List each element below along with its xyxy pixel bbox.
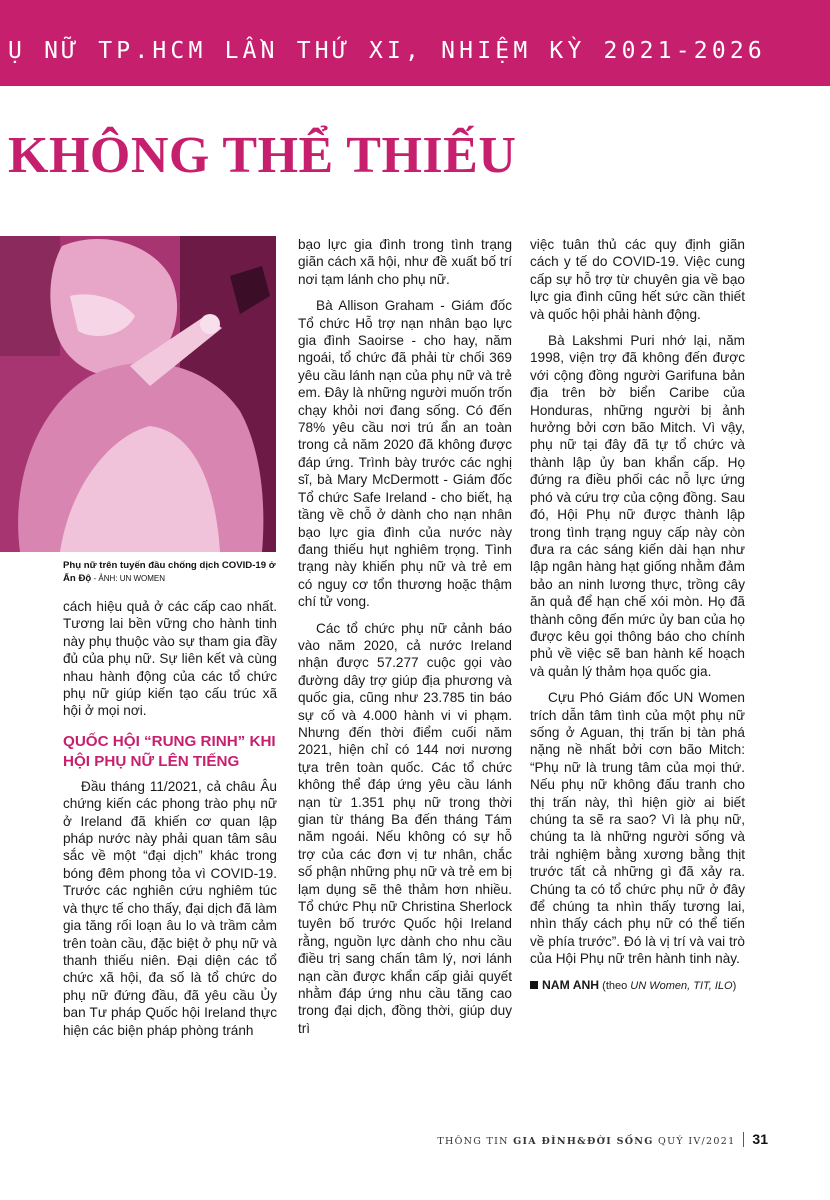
author-name: NAM ANH bbox=[542, 977, 600, 992]
footer-issue: QUÝ IV/2021 bbox=[653, 1136, 736, 1147]
byline bbox=[530, 977, 745, 995]
article-headline: KHÔNG THỂ THIẾU bbox=[8, 127, 517, 184]
banner-title: Ụ NỮ TP.HCM LẦN THỨ XI, NHIỆM KỲ 2021-2026 bbox=[8, 38, 766, 64]
caption-text: Phụ nữ trên tuyến đầu chống dịch COVID-19 ở Ấn Độ bbox=[63, 560, 276, 584]
source-names: UN Women, TIT, ILO bbox=[630, 979, 733, 992]
page-footer bbox=[437, 1131, 768, 1147]
footer-prefix: THÔNG TIN bbox=[437, 1136, 514, 1147]
source-open: (theo bbox=[599, 979, 631, 992]
col3-paragraph-0: việc tuân thủ các quy định giãn cách y tế do COVID-19. Việc cung cấp sự hỗ trợ từ chuyên gia về bạo lực gia đình cũng hết sức cần thiết và quốc hội phải hành động. bbox=[530, 237, 745, 322]
footer-divider bbox=[743, 1132, 744, 1147]
photo-illustration bbox=[0, 236, 276, 552]
col1-paragraph-0: cách hiệu quả ở các cấp cao nhất. Tương lai bền vững cho hành tinh này phụ thuộc vào sự tham gia đầy đủ của phụ nữ. Sự liên kết và cùng nhau hành động của các tổ chức phụ nữ giúp kiến tạo cấu trúc xã hội ở mọi nơi. bbox=[63, 599, 277, 719]
col1-paragraph-1: Đầu tháng 11/2021, cả châu Âu chứng kiến các phong trào phụ nữ ở Ireland đã khiến cơ quan lập pháp nước này phải quan tâm sâu sắc về một “đại dịch” khác trong bóng đêm phong tỏa vì COVID-19. Trước các nghiên cứu nghiêm túc và thực tế cho thấy, đại dịch đã làm gia tăng rối loạn âu lo và trầm cảm trên toàn cầu, đặc biệt ở phụ nữ và thanh thiếu niên. Đại diện các tổ chức xã hội, đa số là tổ chức do phụ nữ đứng đầu, đã yêu cầu Ủy ban Tư pháp Quốc hội Ireland thực hiện các biện pháp phòng tránh bbox=[63, 778, 277, 1038]
top-banner bbox=[0, 0, 830, 86]
column-1 bbox=[63, 598, 277, 1048]
col2-paragraph-2: Các tổ chức phụ nữ cảnh báo vào năm 2020, cả nước Ireland nhận được 57.277 cuộc gọi vào đường dây trợ giúp địa phương và quốc gia, cũng như 23.785 tin báo sự cố và 4.000 hành vi vi phạm. Nhưng đến thời điểm cuối năm 2021, hiện chỉ có 144 nơi nương tựa trên toàn quốc. Các tổ chức không thể đáp ứng yêu cầu lánh nạn từ 1.351 phụ nữ trong thời gian từ tháng Ba đến tháng Tám năm ngoái. Nếu không có sự hỗ trợ của các đơn vị tư nhân, chắc số phận những phụ nữ và trẻ em bị lạm dụng sẽ thê thảm hơn nhiều. Tổ chức Phụ nữ Christina Sherlock tuyên bố trước Quốc hội Ireland rằng, nguồn lực dành cho nhu cầu điều trị sang chấn tâm lý, nơi lánh nạn cần được khẩn cấp giải quyết nhằm đáp ứng nhu cầu tăng cao trong đại dịch, đồng thời, giúp duy trì bbox=[298, 620, 512, 1036]
photo-credit: - ẢNH: UN WOMEN bbox=[91, 574, 166, 583]
column-3 bbox=[530, 236, 745, 995]
section-subheading: QUỐC HỘI “RUNG RINH” KHI HỘI PHỤ NỮ LÊN TIẾNG bbox=[63, 732, 276, 770]
col3-paragraph-1: Bà Lakshmi Puri nhớ lại, năm 1998, viện trợ đã không đến được với cộng đồng người Garifuna bản địa trên bờ biển Caribe của Honduras, những người bị ảnh hưởng bởi cơn bão Mitch. Vì vậy, phụ nữ tại đây đã tự tổ chức và thành lập ủy ban khẩn cấp. Họ đứng ra điều phối các nỗ lực ứng phó và cứu trợ của cộng đồng. Sau đó, Hội Phụ nữ được thành lập trong tình trạng nguy cấp này còn đưa ra các sáng kiến dài hạn như lập ngân hàng hạt giống nhằm đảm bảo an ninh lương thực, trồng cây ăn quả để hạn chế xói mòn. Họ đã thành công đến mức ủy ban của họ được kêu gọi thông báo cho chính phủ về việc sẽ ban hành kế hoạch và quản lý thảm họa quốc gia. bbox=[530, 333, 745, 679]
col3-paragraph-2: Cựu Phó Giám đốc UN Women trích dẫn tâm tình của một phụ nữ sống ở Aguan, thị trấn bị tàn phá nặng nề nhất bởi cơn bão Mitch: “Phụ nữ là trung tâm của mọi thứ. Nếu phụ nữ không đấu tranh cho thị trấn này, thì hiện giờ ai biết chúng ta sẽ ra sao? Vì là phụ nữ, chúng ta là những người sống và trải nghiệm bằng xương bằng thịt trước tất cả những gì đã xảy ra. Chúng ta có tổ chức phụ nữ ở đây để chúng ta nhìn thấy tương lai, nhìn thấy cách phụ nữ có thể tiến về phía trước”. Đó là vị trí và vai trò của Hội Phụ nữ trên hành tinh này. bbox=[530, 690, 745, 967]
photo-caption bbox=[63, 559, 276, 585]
column-2 bbox=[298, 236, 512, 1046]
page-number: 31 bbox=[752, 1131, 768, 1147]
col2-paragraph-0: bạo lực gia đình trong tình trạng giãn cách xã hội, như đề xuất bố trí nơi tạm lánh cho phụ nữ. bbox=[298, 237, 512, 287]
col2-paragraph-1: Bà Allison Graham - Giám đốc Tổ chức Hỗ trợ nạn nhân bạo lực gia đình Saoirse - cho hay, năm ngoái, tổ chức đã phải từ chối 369 yêu cầu lánh nạn của phụ nữ và trẻ em. Đây là những người muốn trốn chạy khỏi nơi đang sống. Có đến 78% yêu cầu nơi trú ẩn an toàn trong cả năm 2020 đã không được đáp ứng. Trình bày trước các nghị sĩ, bà Mary McDermott - Giám đốc Tổ chức Safe Ireland - cho biết, hạ tầng về chỗ ở dành cho nạn nhân bạo lực gia đình của nước này đang thiếu hụt nghiêm trọng. Tình trạng này khiến phụ nữ và trẻ em có nguy cơ tổn thương hoặc thậm chí tử vong. bbox=[298, 298, 512, 610]
article-photo bbox=[0, 236, 276, 552]
source-close: ) bbox=[732, 979, 737, 992]
magazine-name: GIA ĐÌNH&ĐỜI SỐNG bbox=[513, 1136, 654, 1147]
square-bullet-icon bbox=[530, 981, 538, 989]
